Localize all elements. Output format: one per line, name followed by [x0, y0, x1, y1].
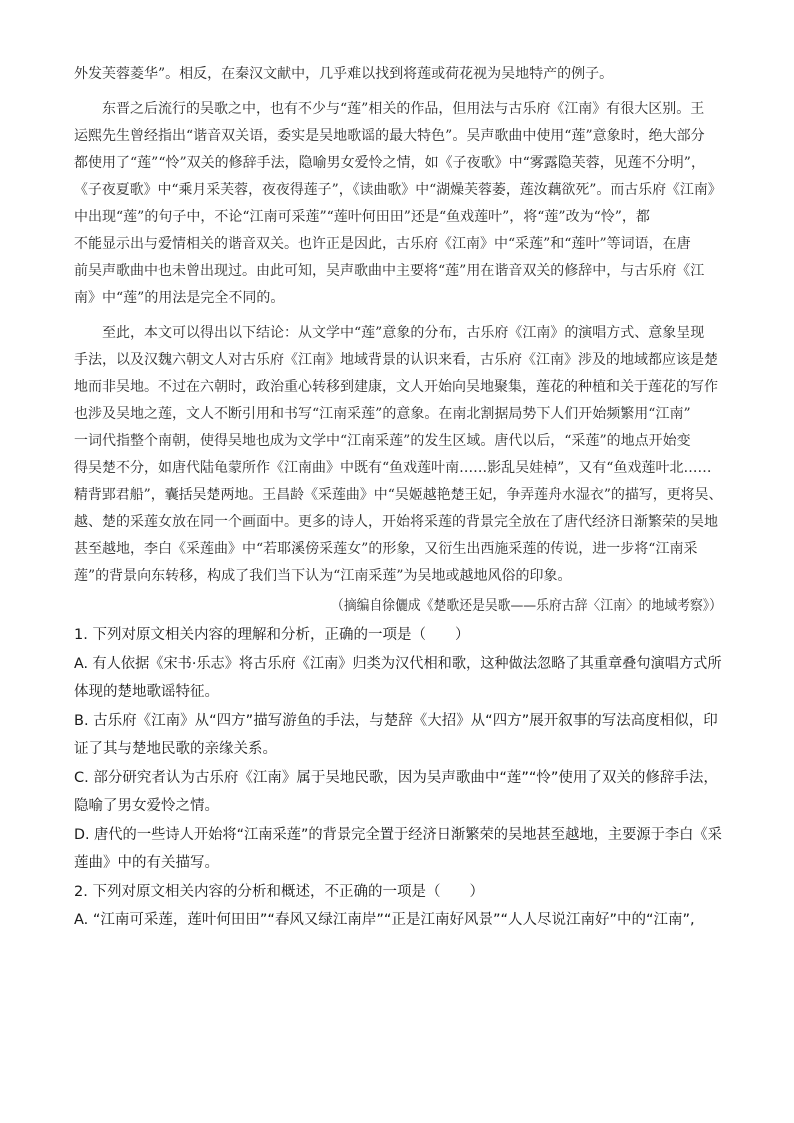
- passage-line: 不能显示出与爱情相关的谐音双关。也许正是因此，古乐府《江南》中“采莲”和“莲叶”等词语，在唐: [74, 236, 691, 252]
- passage-line: 甚至越地，李白《采莲曲》中“若耶溪傍采莲女”的形象，又衍生出西施采莲的传说，进一步将“江南采: [74, 541, 698, 557]
- passage-paragraph-start: 东晋之后流行的吴歌之中，也有不少与“莲”相关的作品，但用法与古乐府《江南》有很大区别。王: [102, 101, 705, 117]
- passage-line: 《子夜夏歌》中“乘月采芙蓉，夜夜得莲子”，《读曲歌》中“湖燥芙蓉萎，莲汝藕欲死”。而古乐府《江南》: [74, 182, 722, 198]
- passage-line: 中出现“莲”的句子中，不论“江南可采莲”“莲叶何田田”还是“鱼戏莲叶”，将“莲”改为“怜”，都: [74, 209, 650, 225]
- passage-line: 运熙先生曾经指出“谐音双关语，委实是吴地歌谣的最大特色”。吴声歌曲中使用“莲”意象时，绝大部分: [74, 128, 705, 144]
- option-1b-cont: 证了其与楚地民歌的亲缘关系。: [74, 741, 277, 757]
- question-1-stem: 1. 下列对原文相关内容的理解和分析，正确的一项是（ ）: [74, 627, 470, 643]
- passage-line: 越、楚的采莲女放在同一个画面中。更多的诗人，开始将采莲的背景完全放在了唐代经济日渐繁荣的吴地: [74, 514, 718, 530]
- question-2-stem: 2. 下列对原文相关内容的分析和概述，不正确的一项是（ ）: [74, 884, 484, 900]
- passage-line: 一词代指整个南朝，使得吴地也成为文学中“江南采莲”的发生区域。唐代以后，“采莲”的地点开始变: [74, 433, 691, 449]
- passage-line: 得吴楚不分，如唐代陆龟蒙所作《江南曲》中既有“鱼戏莲叶南……影乱吴娃棹”，又有“鱼戏莲叶北……: [74, 460, 712, 476]
- option-1c-cont: 隐喻了男女爱怜之情。: [74, 798, 219, 814]
- passage-line: 手法，以及汉魏六朝文人对古乐府《江南》地域背景的认识来看，古乐府《江南》涉及的地域都应该是楚: [74, 352, 718, 368]
- option-1d-cont: 莲曲》中的有关描写。: [74, 855, 219, 871]
- option-1c: C. 部分研究者认为古乐府《江南》属于吴地民歌，因为吴声歌曲中“莲”“怜”使用了双关的修辞手法，: [74, 770, 718, 786]
- passage-line: 精背郢君船”，囊括吴楚两地。王昌龄《采莲曲》中“吴姬越艳楚王妃，争弄莲舟水湿衣”的描写，更将吴、: [74, 487, 723, 503]
- passage-line: 也涉及吴地之莲，文人不断引用和书写“江南采莲”的意象。在南北割据局势下人们开始频繁用“江南”: [74, 406, 691, 422]
- passage-line: 南》中“莲”的用法是完全不同的。: [74, 290, 285, 306]
- passage-line: 外发芙蓉菱华”。相反，在秦汉文献中，几乎难以找到将莲或荷花视为吴地特产的例子。: [74, 66, 614, 82]
- passage-line: 莲”的背景向东转移，构成了我们当下认为“江南采莲”为吴地或越地风俗的印象。: [74, 568, 572, 584]
- option-1a: A. 有人依据《宋书·乐志》将古乐府《江南》归类为汉代相和歌，这种做法忽略了其重章叠句演唱方式所: [74, 656, 722, 672]
- option-1d: D. 唐代的一些诗人开始将“江南采莲”的背景完全置于经济日渐繁荣的吴地甚至越地，主要源于李白《采: [74, 827, 722, 843]
- passage-line: 前吴声歌曲中也未曾出现过。由此可知，吴声歌曲中主要将“莲”用在谐音双关的修辞中，与古乐府《江: [74, 263, 705, 279]
- option-1a-cont: 体现的楚地歌谣特征。: [74, 684, 219, 700]
- option-1b: B. 古乐府《江南》从“四方”描写游鱼的手法，与楚辞《大招》从“四方”展开叙事的写法高度相似，印: [74, 713, 718, 729]
- passage-source: （摘编自徐儷成《楚歌还是吴歌——乐府古辞〈江南〉的地域考察》）: [331, 598, 723, 614]
- passage-line: 都使用了“莲”“怜”双关的修辞手法，隐喻男女爱怜之情，如《子夜歌》中“雾露隐芙蓉，见莲不分明”，: [74, 155, 705, 171]
- passage-paragraph-start: 至此，本文可以得出以下结论：从文学中“莲”意象的分布，古乐府《江南》的演唱方式、意象呈现: [102, 325, 705, 341]
- option-2a: A. “江南可采莲，莲叶何田田”“春风又绿江南岸”“正是江南好风景”“人人尽说江南好”中的“江南”,: [74, 912, 695, 928]
- passage-line: 地而非吴地。不过在六朝时，政治重心转移到建康，文人开始向吴地聚集，莲花的种植和关于莲花的写作: [74, 379, 718, 395]
